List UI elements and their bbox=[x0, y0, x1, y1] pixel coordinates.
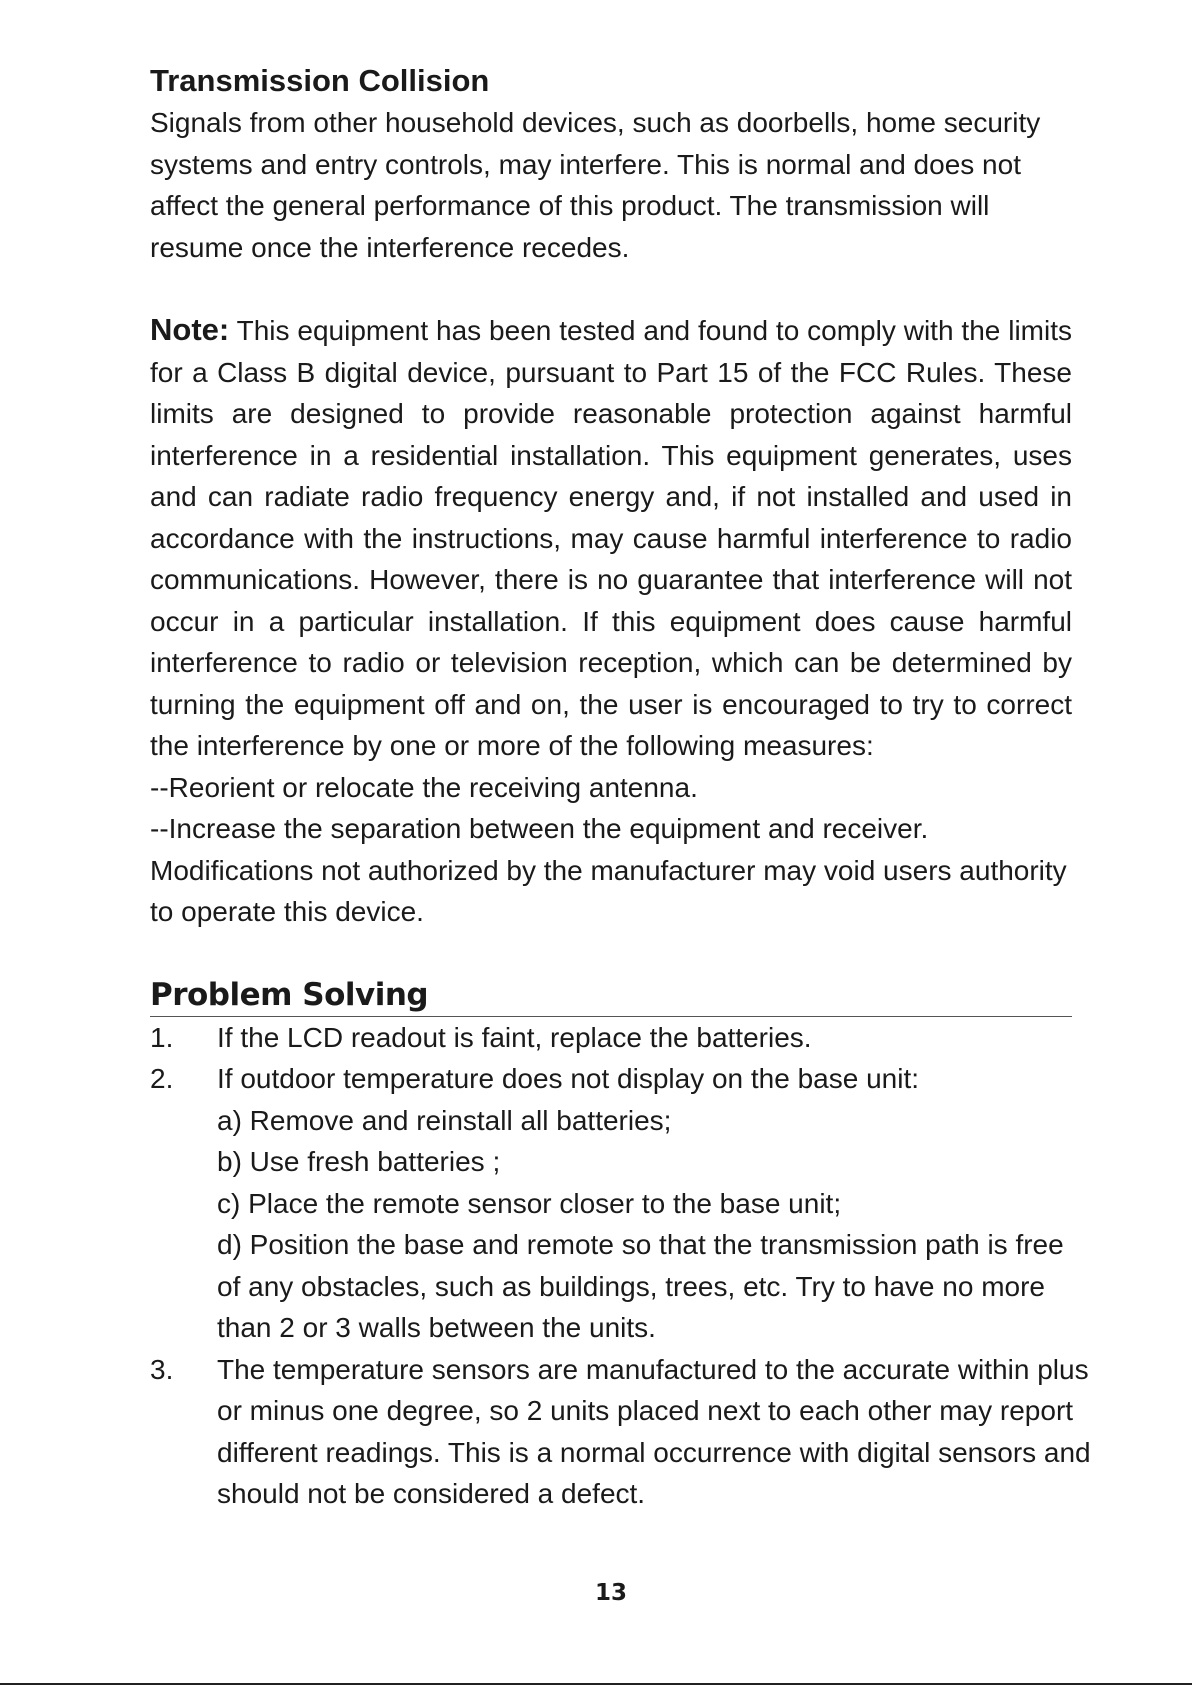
transmission-collision-body: Signals from other household devices, such as doorbells, home security systems and entry controls, may interfere. This is normal and does not affect the general performance of this product. The transmission will resume once the interference recedes. bbox=[150, 107, 1041, 263]
list-item-text: The temperature sensors are manufactured to the accurate within plus or minus one degree, so 2 units placed next to each other may report different readings. This is a normal occurrence with digital sensors and should not be considered a defect. bbox=[217, 1353, 1091, 1509]
list-subitem: a) Remove and reinstall all batteries; bbox=[217, 1104, 672, 1136]
list-item bbox=[150, 1058, 1072, 1349]
spacer bbox=[150, 268, 1072, 309]
fcc-note bbox=[150, 309, 1072, 767]
list-item-number: 2. bbox=[150, 1063, 174, 1094]
note-body: This equipment has been tested and found to comply with the limits for a Class B digital device, pursuant to Part 15 of the FCC Rules. These limits are designed to provide reasonable protection against harmful interference in a residential installation. This equipment generates, uses and can radiate radio frequency energy and, if not installed and used in accordance with the instructions, may cause harmful interference to radio communications. However, there is no guarantee that interference will not occur in a particular installation. If this equipment does cause harmful interference to radio or television reception, which can be determined by turning the equipment off and on, the user is encouraged to try to correct the interference by one or more of the following measures: bbox=[150, 315, 1072, 761]
list-item-text: If outdoor temperature does not display on the base unit: bbox=[217, 1063, 920, 1094]
spacer bbox=[150, 933, 1072, 974]
list-item bbox=[150, 1017, 1072, 1059]
transmission-collision-heading: Transmission Collision bbox=[150, 63, 490, 98]
problem-solving-list bbox=[150, 1017, 1091, 1515]
manual-page bbox=[150, 60, 1091, 1515]
note-label: Note: bbox=[150, 312, 230, 347]
list-item-number: 1. bbox=[150, 1021, 174, 1053]
list-subitem: b) Use fresh batteries ; bbox=[217, 1146, 501, 1177]
measure-separation: --Increase the separation between the equipment and receiver. bbox=[150, 813, 929, 844]
list-item-text: If the LCD readout is faint, replace the batteries. bbox=[217, 1021, 812, 1053]
problem-solving-heading-rule bbox=[150, 974, 1072, 1017]
page-number: 13 bbox=[594, 1580, 627, 1606]
list-item bbox=[150, 1349, 1102, 1515]
list-subitem: c) Place the remote sensor closer to the base unit; bbox=[217, 1187, 842, 1219]
problem-solving-heading: Problem Solving bbox=[150, 976, 429, 1013]
measure-reorient: --Reorient or relocate the receiving antenna. bbox=[150, 771, 698, 803]
modifications-warning: Modifications not authorized by the manufacturer may void users authority to operate this device. bbox=[150, 854, 1067, 927]
list-subitem: d) Position the base and remote so that the transmission path is free of any obstacles, such as buildings, trees, etc. Try to have no more than 2 or 3 walls between the units. bbox=[217, 1229, 1064, 1343]
list-item-number: 3. bbox=[150, 1353, 174, 1385]
